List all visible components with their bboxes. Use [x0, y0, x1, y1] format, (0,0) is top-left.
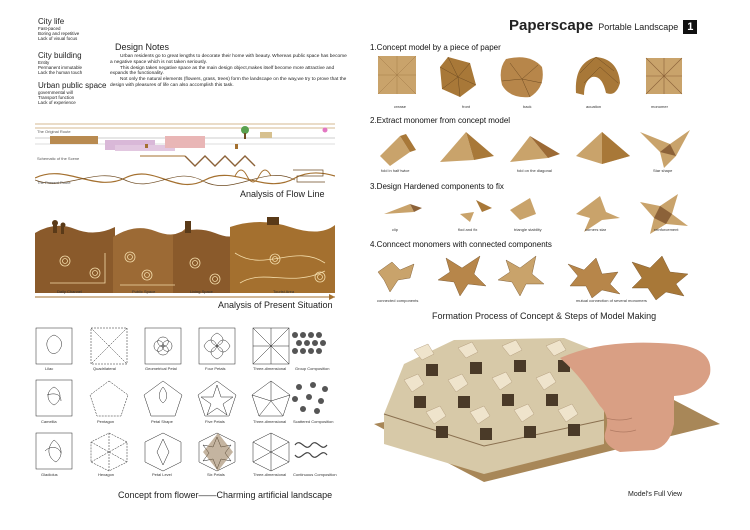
formation-caption: Formation Process of Concept & Steps of Model Making	[432, 311, 657, 321]
flower-label: Three-dimensional	[253, 472, 287, 477]
page-subtitle: Portable Landscape	[598, 22, 679, 32]
step3-label: clip	[392, 227, 399, 232]
urban-space-line: Lack of experience	[38, 100, 76, 106]
city-building-block	[38, 51, 82, 76]
city-building-line: Entity	[38, 60, 50, 65]
label-present-route: The Present Route	[37, 180, 71, 185]
page-number-badge: 1	[683, 20, 697, 34]
step3-label: flod and fix	[458, 227, 478, 232]
flower-label: Three-dimensional	[253, 419, 287, 424]
step3-label: reinforcement	[654, 227, 679, 232]
flower-label: Six Petals	[207, 472, 225, 477]
flow-line-caption: Analysis of Flow Line	[240, 189, 325, 199]
model-photo-graphic	[374, 334, 720, 482]
label-schematic-scene: Schematic of the Scene	[37, 156, 80, 161]
city-life-line: Fast-paced	[38, 26, 61, 31]
design-notes	[110, 42, 350, 89]
page-title: Paperscape	[509, 17, 594, 34]
step1-title: 1.Concept model by a piece of paper	[370, 43, 501, 52]
city-life-block	[38, 17, 79, 42]
design-notes-paragraph: This design takes negative space as the main design object,makes itself become more attractive and expands the functionality.	[110, 65, 335, 77]
zone-label: Daily Channel	[57, 289, 82, 294]
step4-label: mutual connection of several monomers	[576, 298, 647, 303]
city-building-title: City building	[38, 51, 82, 60]
step1-label: front	[462, 104, 471, 109]
step4-title: 4.Conncect monomers with connected components	[370, 240, 552, 249]
step1-models	[370, 53, 690, 108]
label-original-route: The Original Route	[37, 129, 71, 134]
step1-label: crease	[394, 104, 407, 109]
step2-models	[370, 126, 700, 174]
flower-grid-graphic	[33, 325, 338, 485]
flower-label: Gladiolus	[41, 472, 58, 477]
flow-line-graphic	[35, 118, 335, 194]
present-situation-caption: Analysis of Present Situation	[218, 300, 333, 310]
flower-label: Lilac	[45, 366, 54, 371]
step2-label: fold in half twice	[381, 168, 410, 173]
flower-label: Geometrical Petal	[145, 366, 177, 371]
header	[509, 17, 697, 34]
model-photo	[374, 334, 720, 482]
step3-title: 3.Design Hardened components to fix	[370, 182, 504, 191]
design-notes-paragraph: Urban residents go to great lengths to decorate their home with beauty. Whereas public space has become a negative space which is not taken seriously.	[110, 54, 347, 65]
flower-concept-grid	[33, 325, 338, 485]
flower-label: Four Petals	[205, 366, 226, 371]
design-notes-paragraph: Not only the natural elements (flowers, grass, trees) form the landscape on the way,we try to prove that the design with pleasures of life can also accomplish this task.	[110, 77, 347, 88]
flower-label: Petal Level	[152, 472, 172, 477]
urban-space-line: governmental will	[38, 90, 73, 95]
flower-caption: Concept from flower——Charming artificial landscape	[118, 490, 333, 500]
step3-label: corners star	[585, 227, 607, 232]
step3-label: triangle stability	[514, 227, 542, 232]
step2-label: Star shape	[653, 168, 673, 173]
flower-label: Quadrilateral	[93, 366, 116, 371]
city-life-title: City life	[38, 17, 65, 26]
city-building-line: Lack the human touch	[38, 70, 83, 76]
zone-label: Public Space	[132, 289, 156, 294]
model-caption: Model's Full View	[628, 491, 683, 498]
step1-label: back	[523, 104, 532, 109]
step2-label: fold on the diagonal	[517, 168, 552, 173]
step4-label: connected components	[377, 298, 419, 303]
step2-title: 2.Extract monomer from concept model	[370, 116, 511, 125]
flower-label: Three-dimensional	[253, 366, 287, 371]
step1-label: acuation	[586, 104, 602, 109]
zone-label: Tourist Area	[273, 289, 295, 294]
city-life-line: Boring and repetitive	[38, 31, 80, 37]
flower-label: Camellia	[41, 419, 57, 424]
flower-label: Pentagon	[97, 419, 115, 424]
step1-label: monomer	[651, 104, 668, 109]
flower-label: Five Petals	[205, 419, 225, 424]
step4-models	[370, 250, 700, 302]
flow-line-diagram	[35, 118, 335, 194]
present-situation-diagram	[35, 213, 335, 305]
city-building-line: Permanent immutable	[38, 65, 83, 71]
zone-label: Living Space	[190, 289, 213, 294]
urban-space-line: Transport function	[38, 95, 75, 101]
flower-label: Group Composition	[295, 366, 330, 371]
flower-label: Hexagon	[98, 472, 115, 477]
urban-space-block	[38, 81, 106, 106]
flower-label: Continuous Composition	[293, 472, 337, 477]
flower-label: Petal Shape	[151, 419, 173, 424]
urban-space-title: Urban public space	[38, 81, 107, 90]
design-notes-title: Design Notes	[115, 42, 170, 52]
flower-label: Scattered Composition	[293, 419, 334, 424]
city-life-line: Lack of visual focus	[38, 36, 78, 42]
